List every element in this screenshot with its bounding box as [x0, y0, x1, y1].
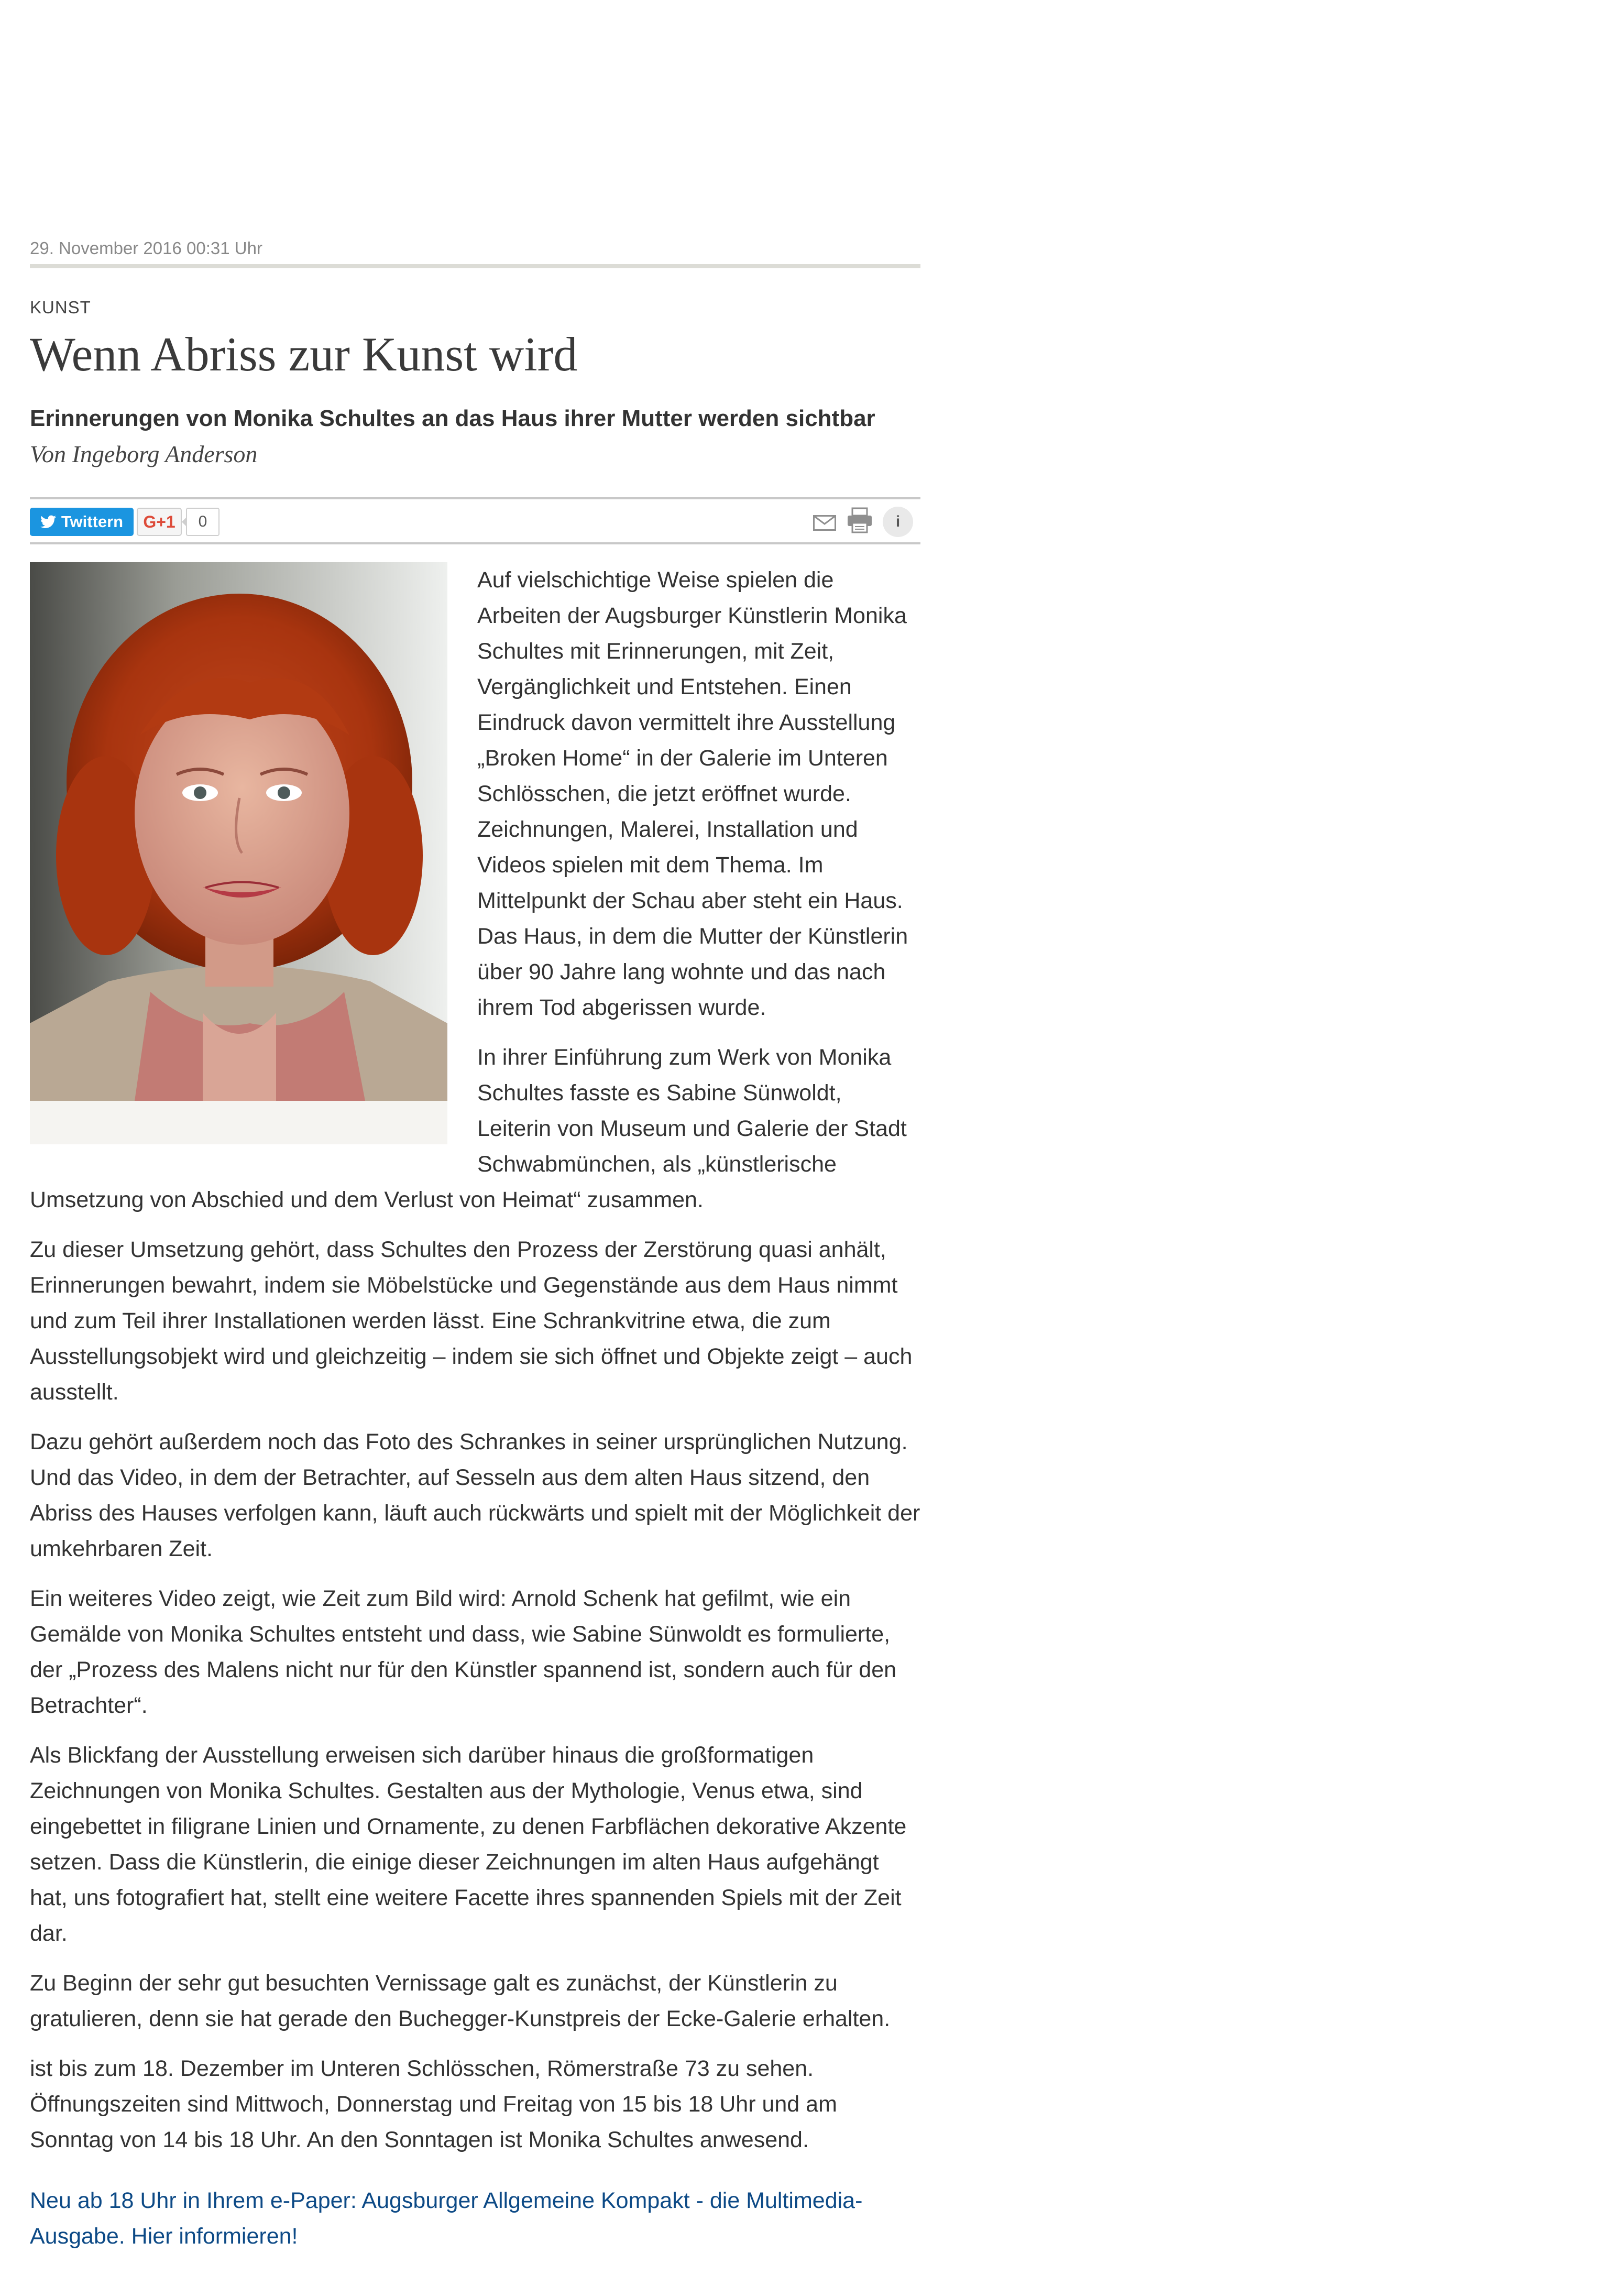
article-headline: Wenn Abriss zur Kunst wird — [30, 327, 578, 381]
article-paragraph: Auf vielschichtige Weise spielen die Arbeiten der Augsburger Künstlerin Monika Schultes mit Erinnerungen, mit Zeit, Vergänglichkeit und Entstehen. Einen Eindruck davon vermittelt ihre Ausstellung „Broken Home“ in der Galerie im Unteren Schlösschen, die jetzt eröffnet wurde. Zeichnungen, Malerei, Installation und Videos spielen mit dem Thema. Im Mittelpunkt der Schau aber steht ein Haus. Das Haus, in dem die Mutter der Künstlerin über 90 Jahre lang wohnte und das nach ihrem Tod abgerissen wurde. — [477, 567, 908, 1020]
date-divider — [30, 264, 920, 268]
share-toolbar — [30, 497, 920, 544]
gplus-share-button[interactable]: G+1 — [137, 508, 182, 536]
mail-icon[interactable] — [813, 515, 836, 531]
article-paragraph: Als Blickfang der Ausstellung erweisen sich darüber hinaus die großformatigen Zeichnungen von Monika Schultes. Gestalten aus der Mythologie, Venus etwa, sind eingebettet in filigrane Linien und Ornamente, zu denen Farbflächen dekorative Akzente setzen. Dass die Künstlerin, die einige dieser Zeichnungen im alten Haus aufgehängt hat, uns fotografiert hat, stellt eine weitere Facette ihres spannenden Spiels mit der Zeit dar. — [30, 1743, 907, 1946]
info-icon[interactable]: i — [883, 507, 913, 537]
article-paragraph: Zu dieser Umsetzung gehört, dass Schultes den Prozess der Zerstörung quasi anhält, Erinnerungen bewahrt, indem sie Möbelstücke und Gegenstände aus dem Haus nimmt und zum Teil ihrer Installationen werden lässt. Eine Schrankvitrine etwa, die zum Ausstellungsobjekt wird und gleichzeitig – indem sie sich öffnet und Objekte zeigt – auch ausstellt. — [30, 1237, 913, 1405]
article-category[interactable]: KUNST — [30, 298, 91, 317]
twitter-bird-icon — [40, 515, 56, 529]
article-byline: Von Ingeborg Anderson — [30, 441, 258, 467]
twitter-share-label: Twittern — [61, 512, 124, 531]
epaper-promo-link[interactable]: Neu ab 18 Uhr in Ihrem e-Paper: Augsburger Allgemeine Kompakt - die Multimedia-Ausgabe. Hier informieren! — [30, 2188, 863, 2249]
print-icon[interactable] — [846, 507, 873, 534]
article-paragraph: Ein weiteres Video zeigt, wie Zeit zum Bild wird: Arnold Schenk hat gefilmt, wie ein Gemälde von Monika Schultes entsteht und dass, wie Sabine Sünwoldt es formulierte, der „Prozess des Malens nicht nur für den Künstler spannend ist, sondern auch für den Betrachter“. — [30, 1586, 897, 1718]
article-paragraph: Dazu gehört außerdem noch das Foto des Schrankes in seiner ursprünglichen Nutzung. Und das Video, in dem der Betrachter, auf Sesseln aus dem alten Haus sitzend, den Abriss des Hauses verfolgen kann, läuft auch rückwärts und spielt mit der Möglichkeit der umkehrbaren Zeit. — [30, 1429, 920, 1561]
article-date: 29. November 2016 00:31 Uhr — [30, 238, 262, 258]
article-image[interactable] — [30, 562, 447, 1144]
article-paragraph: In ihrer Einführung zum Werk von Monika Schultes fasste es Sabine Sünwoldt, Leiterin von Museum und Galerie der Stadt Schwabmünchen, als „künstlerische Umsetzung von Abschied und dem Verlust von Heimat“ zusammen. — [30, 1045, 907, 1212]
portrait-photo — [30, 562, 447, 1101]
twitter-share-button[interactable] — [30, 508, 134, 536]
article-subheadline: Erinnerungen von Monika Schultes an das Haus ihrer Mutter werden sichtbar — [30, 406, 875, 431]
gplus-share-count: 0 — [186, 508, 220, 536]
article-paragraph: ist bis zum 18. Dezember im Unteren Schlösschen, Römerstraße 73 zu sehen. Öffnungszeiten sind Mittwoch, Donnerstag und Freitag von 15 bis 18 Uhr und am Sonntag von 14 bis 18 Uhr. An den Sonntagen ist Monika Schultes anwesend. — [30, 2056, 837, 2152]
article — [30, 236, 920, 2254]
article-body — [30, 562, 920, 2158]
article-paragraph: Zu Beginn der sehr gut besuchten Vernissage galt es zunächst, der Künstlerin zu gratulieren, denn sie hat gerade den Buchegger-Kunstpreis der Ecke-Galerie erhalten. — [30, 1971, 891, 2031]
